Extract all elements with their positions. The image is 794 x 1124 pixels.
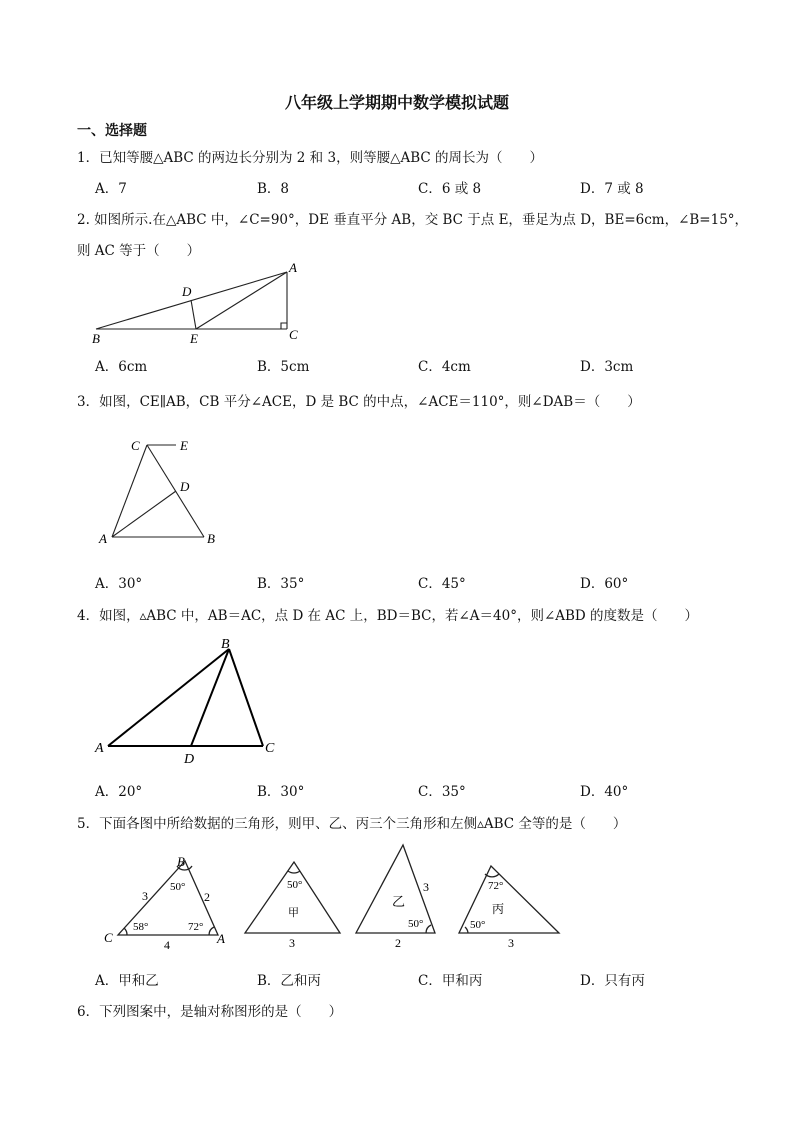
q2-label-b: B xyxy=(92,331,100,346)
q2-label-c: C xyxy=(289,327,298,342)
q5-bing-side: 3 xyxy=(508,936,514,950)
q5-jia-label: 甲 xyxy=(288,907,299,919)
q5-jia-side: 3 xyxy=(289,936,295,950)
q5-jia-angle: 50° xyxy=(287,879,303,891)
q5-option-d[interactable]: D．只有丙 xyxy=(580,973,645,989)
q5-bing-angle-72: 72° xyxy=(488,880,504,892)
q5-abc-angle-a: 72° xyxy=(188,921,204,933)
q3-option-a[interactable]: A．30° xyxy=(95,576,143,592)
q3-option-d[interactable]: D．60° xyxy=(580,576,629,592)
q5-abc-label-c: C xyxy=(104,930,113,945)
q5-option-c[interactable]: C．甲和丙 xyxy=(418,973,483,989)
q3-label-c: C xyxy=(131,438,140,453)
q4-label-b: B xyxy=(221,637,230,652)
question-6-stem: 6．下列图案中，是轴对称图形的是（ ） xyxy=(77,1004,343,1020)
q2-option-c[interactable]: C．4cm xyxy=(418,359,471,375)
q2-label-a: A xyxy=(289,260,297,275)
q4-label-d: D xyxy=(184,752,195,767)
q5-yi-side-3: 3 xyxy=(423,880,429,894)
q5-abc-angle-b: 50° xyxy=(170,881,186,893)
question-2-stem-cont: 则 AC 等于（ ） xyxy=(77,243,201,259)
question-3-stem: 3．如图，CE∥AB，CB 平分∠ACE，D 是 BC 的中点，∠ACE＝110°，则∠DAB＝（ ） xyxy=(77,394,641,410)
question-2-stem: 2. 如图所示.在△ABC 中，∠C=90°，DE 垂直平分 AB，交 BC 于点 E，垂足为点 D，BE=6cm，∠B=15°， xyxy=(77,212,749,228)
q5-abc-angle-c: 58° xyxy=(133,921,149,933)
q2-label-e: E xyxy=(190,331,198,346)
q5-option-a[interactable]: A．甲和乙 xyxy=(95,973,159,989)
q3-label-d: D xyxy=(180,479,190,494)
q1-option-b[interactable]: B．8 xyxy=(257,181,290,197)
q5-yi-side-2: 2 xyxy=(395,936,401,950)
q2-option-d[interactable]: D．3cm xyxy=(580,359,634,375)
q3-label-e: E xyxy=(180,438,188,453)
q4-option-d[interactable]: D．40° xyxy=(580,784,629,800)
page-title: 八年级上学期期中数学模拟试题 xyxy=(284,93,509,112)
q5-abc-side-2: 2 xyxy=(204,890,210,904)
q5-bing-label: 丙 xyxy=(492,902,505,916)
q5-yi-angle: 50° xyxy=(408,918,424,930)
q5-yi-label: 乙 xyxy=(392,894,406,909)
q3-label-a: A xyxy=(99,531,107,546)
q5-option-b[interactable]: B．乙和丙 xyxy=(257,973,321,989)
q4-label-c: C xyxy=(265,741,275,756)
q5-abc-side-4: 4 xyxy=(164,938,170,952)
q1-option-c[interactable]: C．6 或 8 xyxy=(418,181,482,197)
q1-option-a[interactable]: A．7 xyxy=(95,181,127,197)
q4-option-a[interactable]: A．20° xyxy=(95,784,143,800)
q4-option-b[interactable]: B．30° xyxy=(257,784,305,800)
question-4-stem: 4．如图，▵ABC 中，AB＝AC，点 D 在 AC 上，BD＝BC，若∠A＝40°，则∠ABD 的度数是（ ） xyxy=(77,608,699,624)
q3-option-c[interactable]: C．45° xyxy=(418,576,466,592)
q3-label-b: B xyxy=(207,531,215,546)
q2-label-d: D xyxy=(182,284,192,299)
section-heading: 一、选择题 xyxy=(77,123,147,139)
q4-label-a: A xyxy=(95,741,104,756)
q5-bing-angle-50: 50° xyxy=(470,919,486,931)
q5-abc-label-b: B xyxy=(177,854,185,869)
question-5-stem: 5．下面各图中所给数据的三角形，则甲、乙、丙三个三角形和左侧▵ABC 全等的是（ ） xyxy=(77,816,627,832)
q1-option-d[interactable]: D．7 或 8 xyxy=(580,181,644,197)
q4-option-c[interactable]: C．35° xyxy=(418,784,466,800)
q2-option-a[interactable]: A．6cm xyxy=(95,359,148,375)
q3-option-b[interactable]: B．35° xyxy=(257,576,305,592)
q5-abc-side-3: 3 xyxy=(142,889,148,903)
q5-abc-label-a: A xyxy=(217,931,225,946)
q2-option-b[interactable]: B．5cm xyxy=(257,359,310,375)
question-1-stem: 1．已知等腰△ABC 的两边长分别为 2 和 3，则等腰△ABC 的周长为（ ） xyxy=(77,150,543,166)
